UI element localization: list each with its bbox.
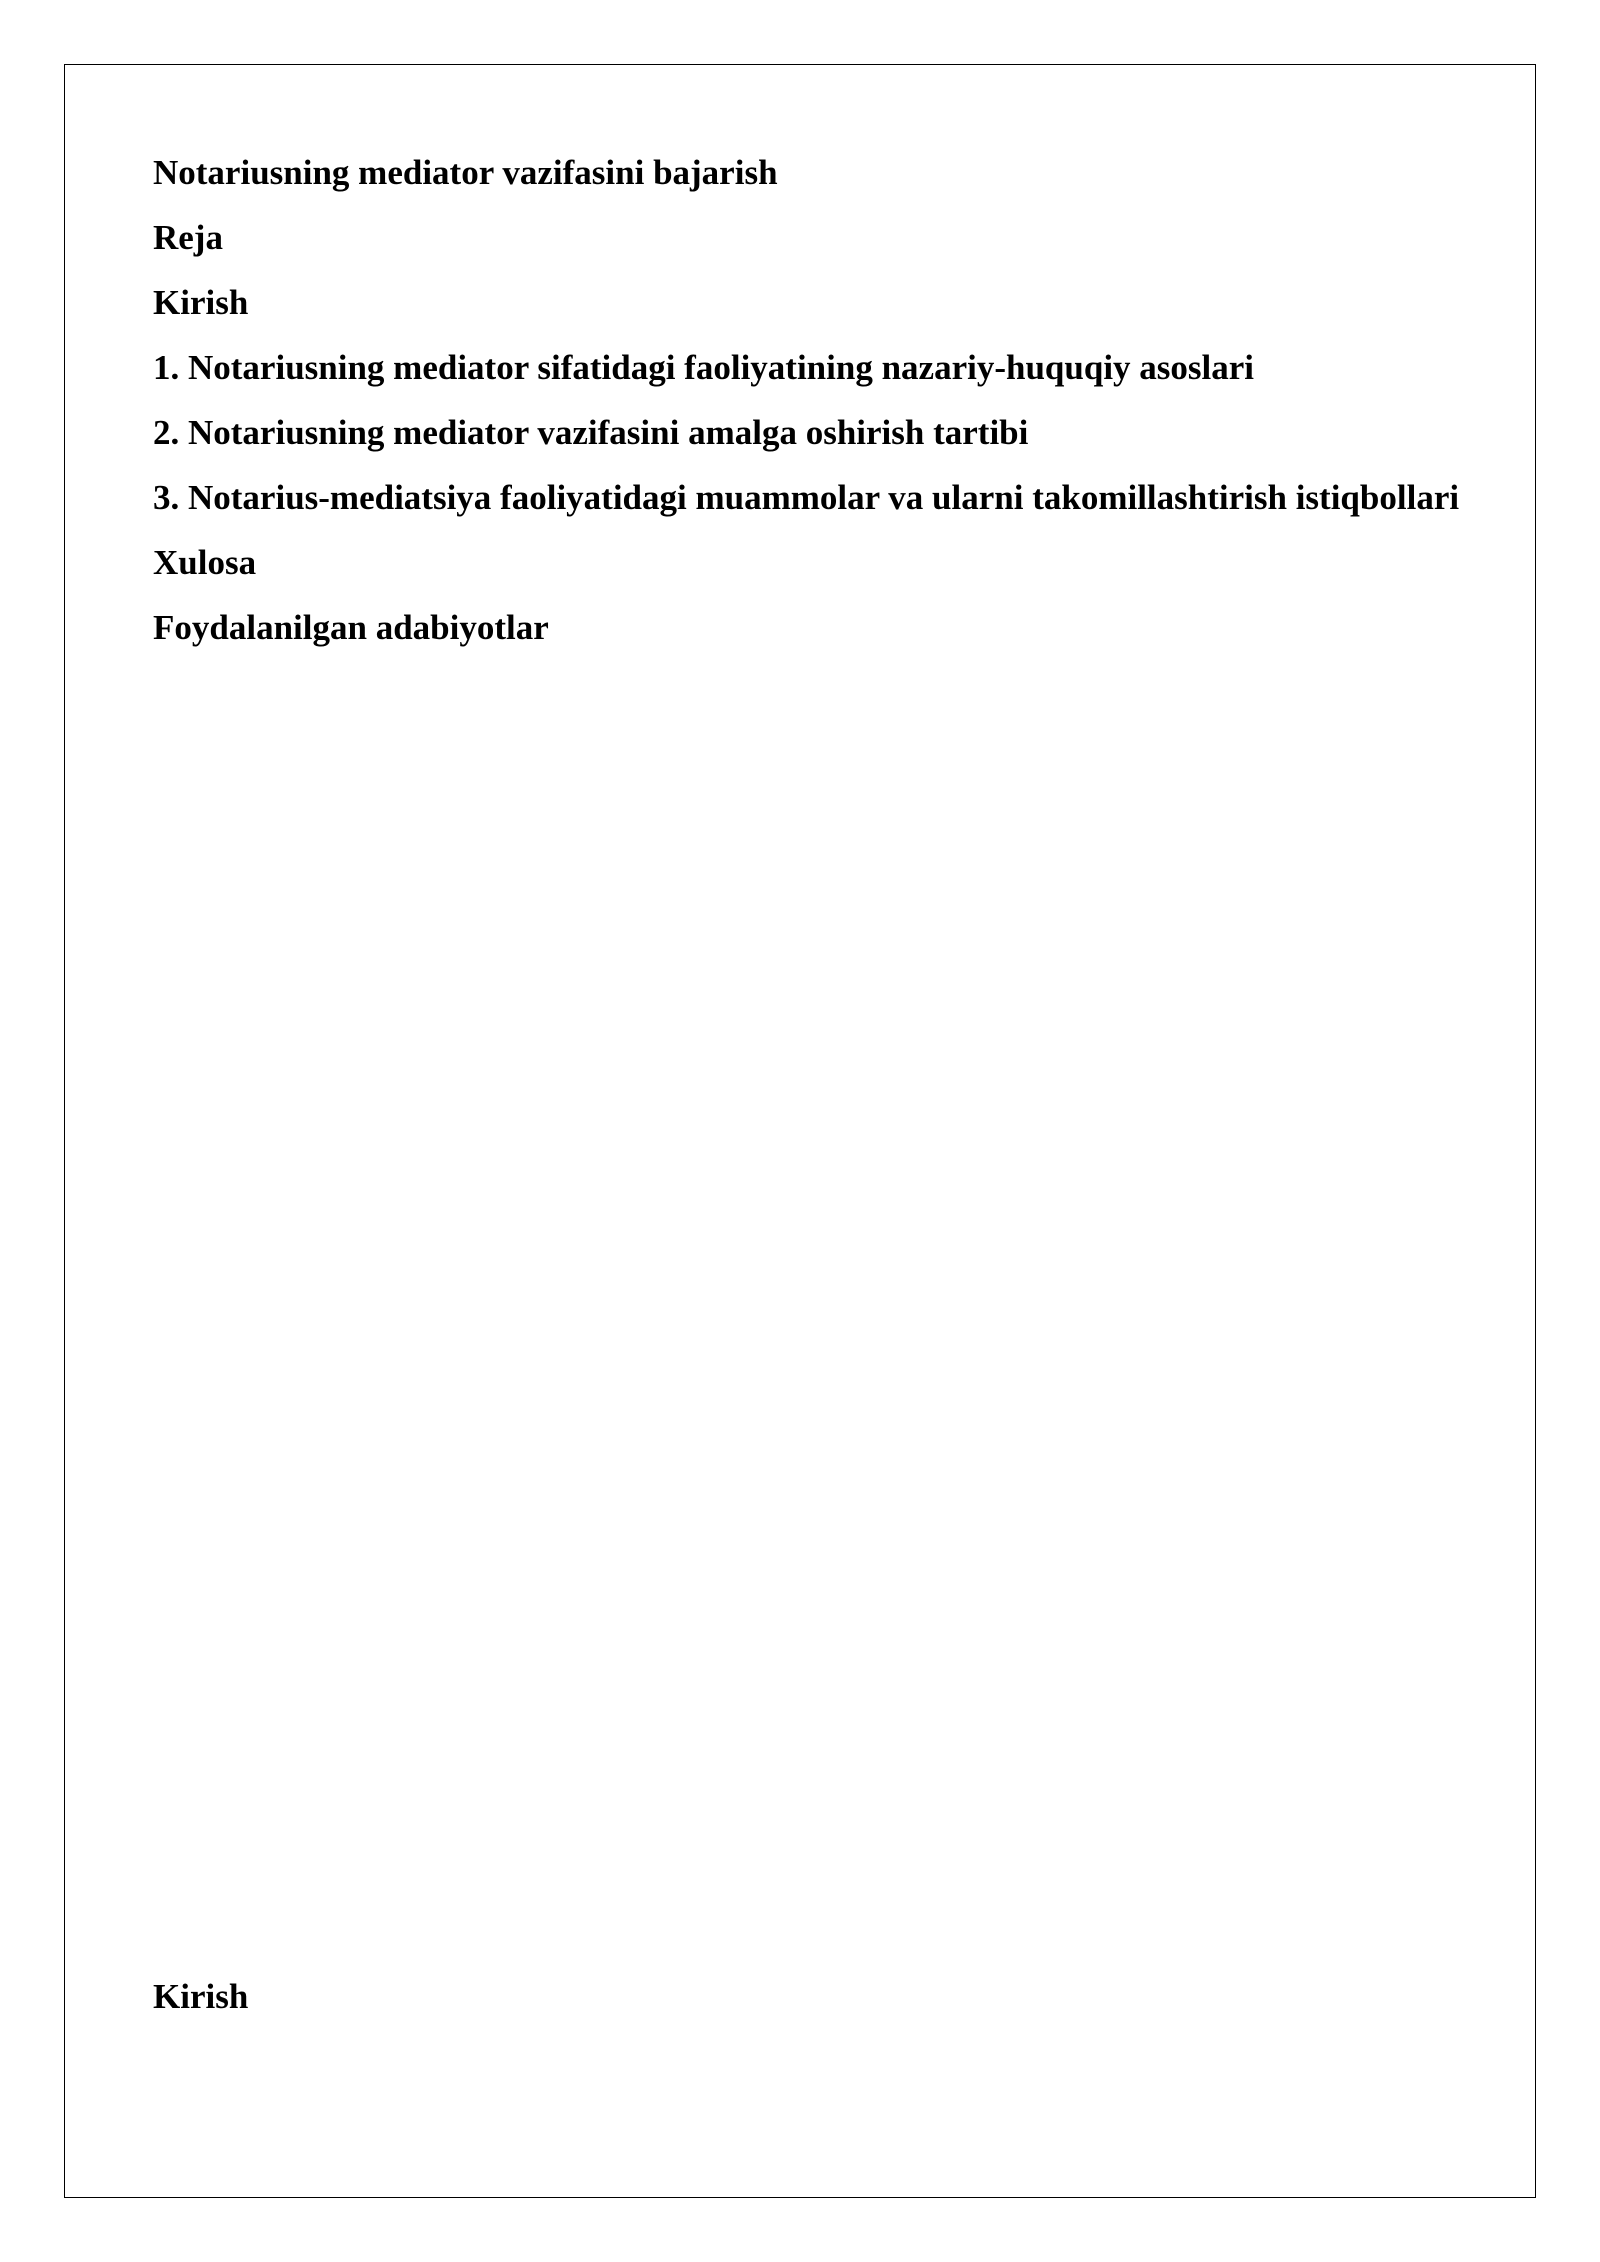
plan-item-3: 3. Notarius-mediatsiya faoliyatidagi muammolar va ularni takomillashtirish istiqbollari bbox=[153, 478, 1460, 517]
document-title: Notariusning mediator vazifasini bajarish bbox=[153, 153, 778, 192]
section-heading-introduction: Kirish bbox=[153, 1977, 249, 2016]
document-body bbox=[153, 140, 1487, 660]
plan-item-introduction: Kirish bbox=[153, 283, 249, 322]
plan-item-conclusion: Xulosa bbox=[153, 543, 257, 582]
plan-item-references: Foydalanilgan adabiyotlar bbox=[153, 608, 549, 647]
plan-heading: Reja bbox=[153, 218, 223, 257]
plan-item-2: 2. Notariusning mediator vazifasini amalga oshirish tartibi bbox=[153, 413, 1029, 452]
plan-item-1: 1. Notariusning mediator sifatidagi faoliyatining nazariy-huquqiy asoslari bbox=[153, 348, 1255, 387]
